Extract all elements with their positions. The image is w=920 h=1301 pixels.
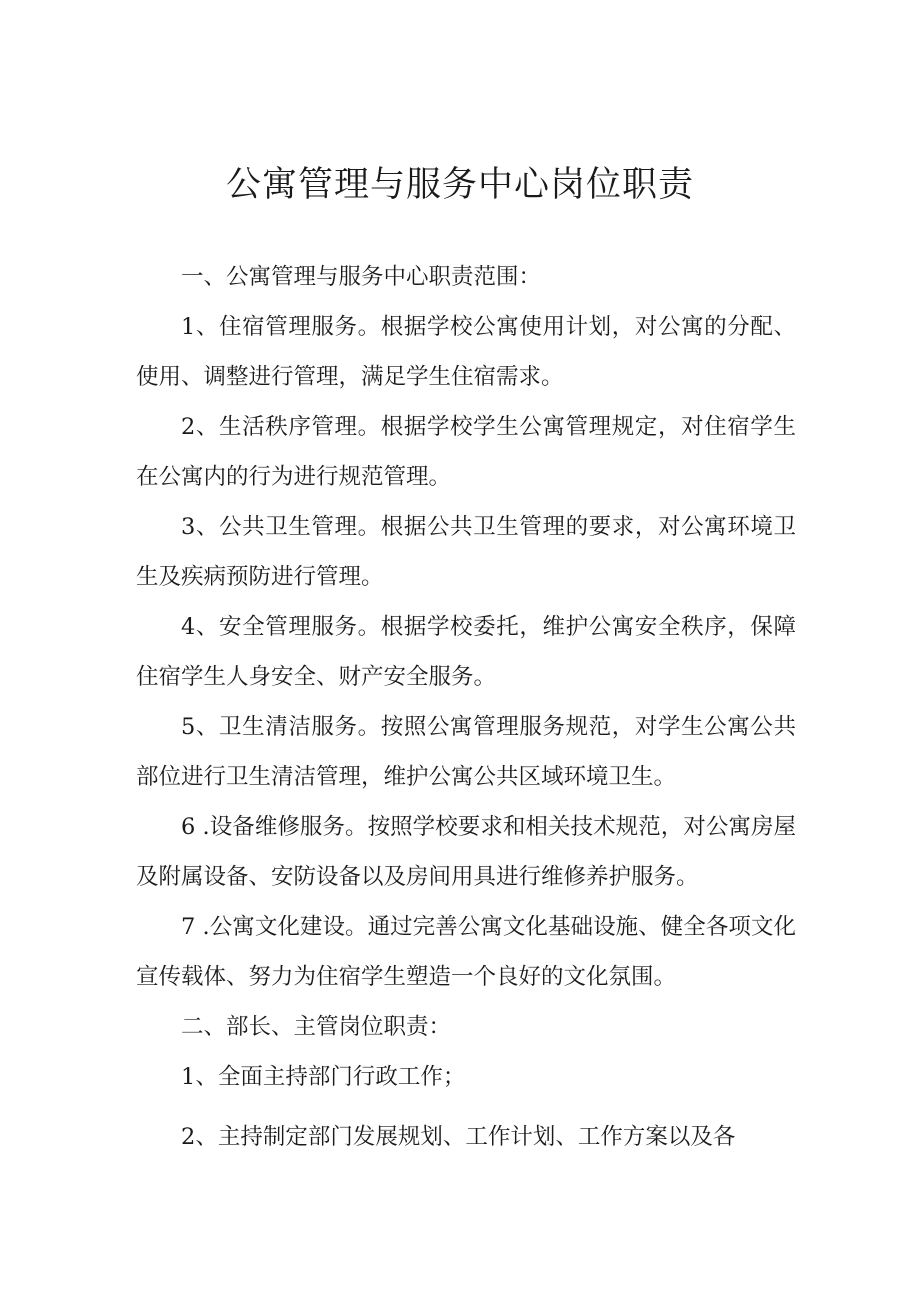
paragraph-duty-1: 1、全面主持部门行政工作；: [181, 1064, 466, 1090]
paragraph-item-4: 4、安全管理服务。根据学校委托，维护公寓安全秩序，保障住宿学生人身安全、财产安全服务。: [136, 614, 796, 690]
paragraph-duty-2: 2、主持制定部门发展规划、工作计划、工作方案以及各: [181, 1124, 736, 1150]
paragraph-item-5: 5、卫生清洁服务。按照公寓管理服务规范，对学生公寓公共部位进行卫生清洁管理，维护公寓公共区域环境卫生。: [136, 714, 796, 790]
paragraph-gap: [136, 1102, 796, 1112]
paragraph-item-2: 2、生活秩序管理。根据学校学生公寓管理规定，对住宿学生在公寓内的行为进行规范管理。: [136, 414, 796, 490]
paragraph-item-7: 7 .公寓文化建设。通过完善公寓文化基础设施、健全各项文化宣传载体、努力为住宿学生塑造一个良好的文化氛围。: [136, 914, 796, 990]
paragraph-section-1-heading: 一、公寓管理与服务中心职责范围：: [181, 264, 542, 290]
document-body: [136, 252, 796, 1162]
paragraph-item-1: 1、住宿管理服务。根据学校公寓使用计划，对公寓的分配、使用、调整进行管理，满足学生住宿需求。: [136, 314, 796, 390]
paragraph-item-6: 6 .设备维修服务。按照学校要求和相关技术规范，对公寓房屋及附属设备、安防设备以及房间用具进行维修养护服务。: [136, 814, 796, 890]
paragraph-item-3: 3、公共卫生管理。根据公共卫生管理的要求，对公寓环境卫生及疾病预防进行管理。: [136, 514, 796, 590]
paragraph-section-2-heading: 二、部长、主管岗位职责：: [181, 1014, 452, 1040]
document-title: 公寓管理与服务中心岗位职责: [225, 165, 694, 205]
